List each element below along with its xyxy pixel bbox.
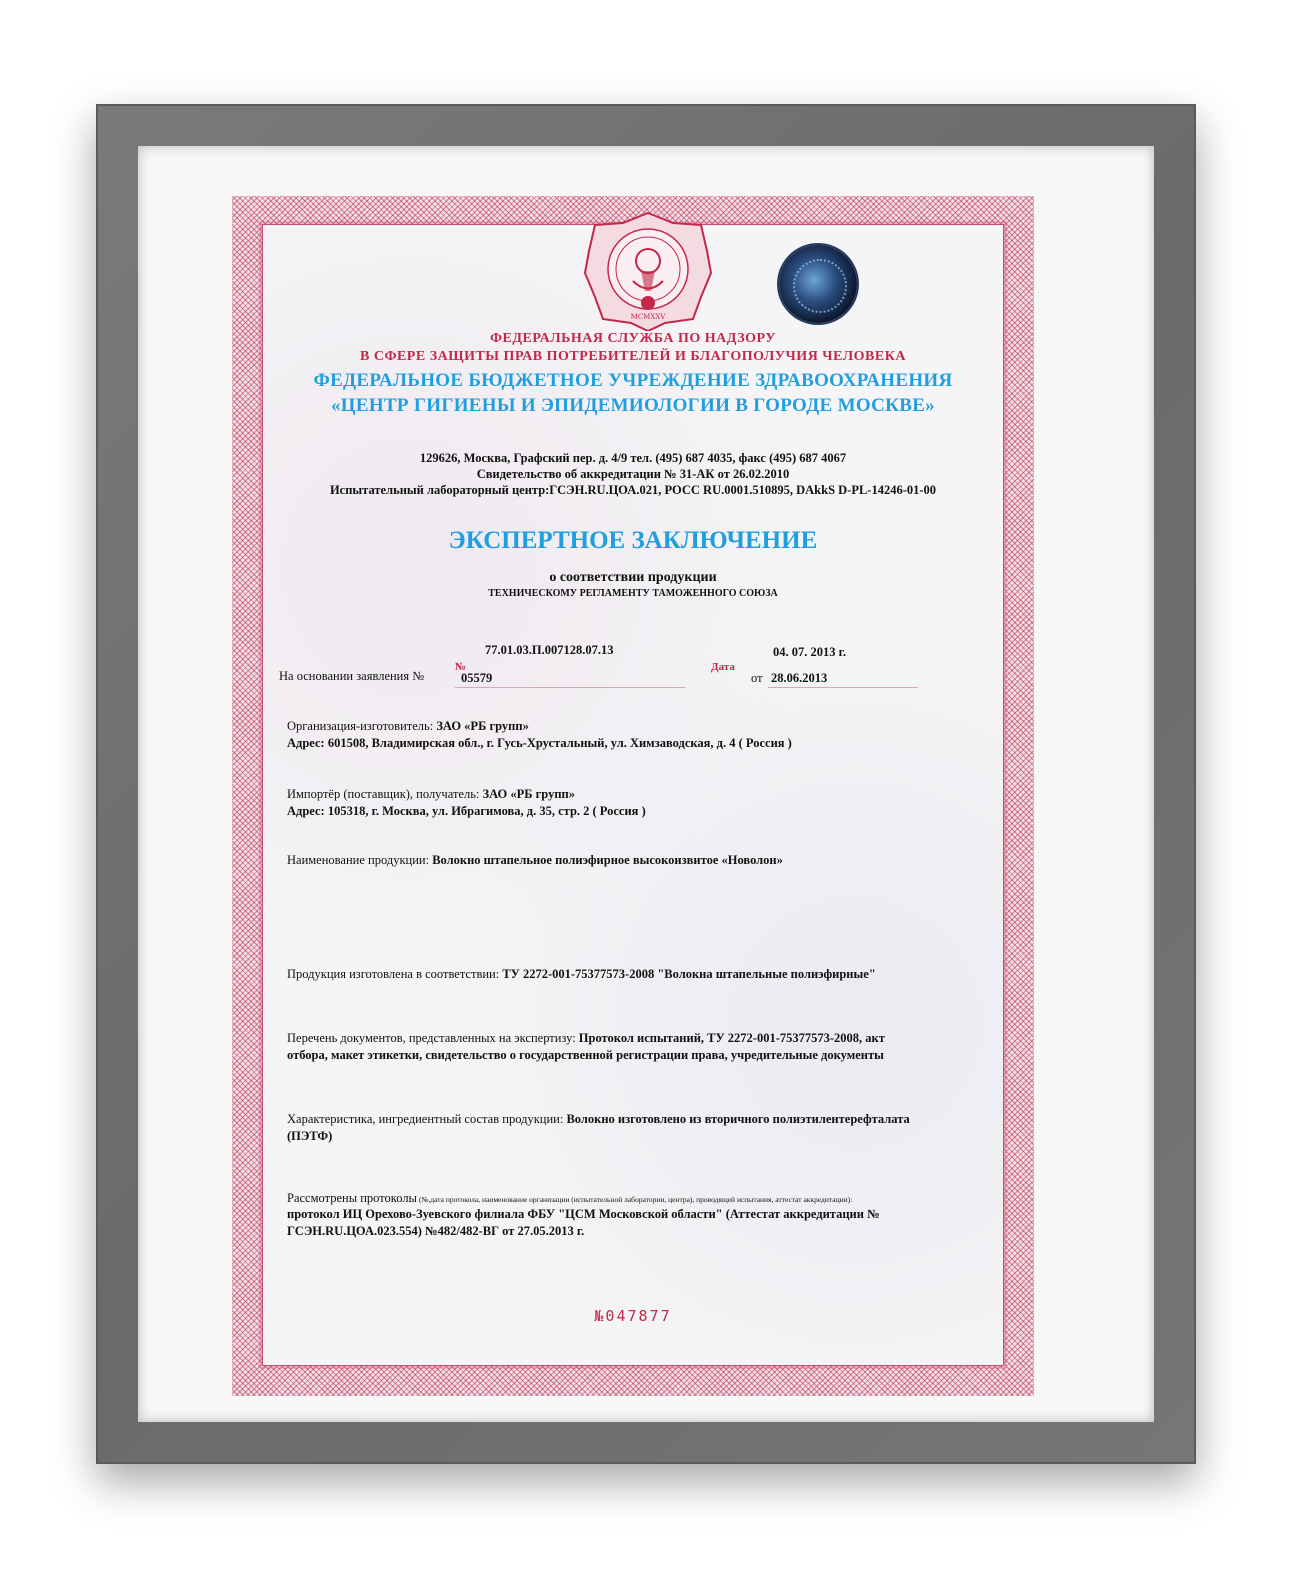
importer-address: Адрес: 105318, г. Москва, ул. Ибрагимова, д. 35, стр. 2 ( Россия ) bbox=[287, 804, 646, 818]
importer-row bbox=[287, 787, 575, 802]
protocols-value-line-1: протокол ИЦ Орехово-Зуевского филиала ФБУ "ЦСМ Московской области" (Аттестат аккредитации № bbox=[287, 1207, 880, 1221]
agency-line-2: В СФЕРЕ ЗАЩИТЫ ПРАВ ПОТРЕБИТЕЛЕЙ И БЛАГОПОЛУЧИЯ ЧЕЛОВЕКА bbox=[360, 349, 906, 364]
standard-value: ТУ 2272-001-75377573-2008 "Волокна штапельные полиэфирные" bbox=[502, 967, 876, 981]
document-date: 04. 07. 2013 г. bbox=[773, 645, 847, 659]
institution-line-1: ФЕДЕРАЛЬНОЕ БЮДЖЕТНОЕ УЧРЕЖДЕНИЕ ЗДРАВООХРАНЕНИЯ bbox=[313, 370, 953, 391]
institution-line-2: «ЦЕНТР ГИГИЕНЫ И ЭПИДЕМИОЛОГИИ В ГОРОДЕ МОСКВЕ» bbox=[331, 395, 935, 416]
application-number: 05579 bbox=[461, 671, 493, 685]
importer-label: Импортёр (поставщик), получатель: bbox=[287, 787, 483, 801]
composition-value-line-1: Волокно изготовлено из вторичного полиэтилентерефталата bbox=[566, 1112, 910, 1126]
importer-value: ЗАО «РБ групп» bbox=[482, 787, 575, 801]
application-date: 28.06.2013 bbox=[771, 671, 828, 685]
product-value: Волокно штапельное полиэфирное высокоизвитое «Новолон» bbox=[432, 853, 783, 867]
emblem-seal bbox=[583, 211, 713, 331]
product-row bbox=[287, 853, 783, 868]
protocols-row bbox=[287, 1191, 1047, 1206]
composition-label: Характеристика, ингредиентный состав продукции: bbox=[287, 1112, 567, 1126]
document-title: ЭКСПЕРТНОЕ ЗАКЛЮЧЕНИЕ bbox=[448, 527, 818, 554]
manufacturer-address: Адрес: 601508, Владимирская обл., г. Гусь-Хрустальный, ул. Химзаводская, д. 4 ( Россия ) bbox=[287, 736, 792, 750]
accreditation-line: Свидетельство об аккредитации № 31-АК от 26.02.2010 bbox=[476, 467, 790, 481]
hologram-sticker bbox=[779, 245, 857, 323]
manufacturer-label: Организация-изготовитель: bbox=[287, 719, 437, 733]
docs-row bbox=[287, 1031, 885, 1046]
protocols-label: Рассмотрены протоколы bbox=[287, 1191, 417, 1205]
basis-label: На основании заявления № bbox=[279, 669, 425, 683]
certificate-paper bbox=[232, 196, 1034, 1396]
certificate-inner bbox=[262, 224, 1004, 1366]
document-subtitle-2: ТЕХНИЧЕСКОМУ РЕГЛАМЕНТУ ТАМОЖЕННОГО СОЮЗА bbox=[488, 588, 778, 599]
emblem-year: MCMXXV bbox=[630, 313, 666, 321]
composition-row bbox=[287, 1112, 910, 1127]
address-line: 129626, Москва, Графский пер. д. 4/9 тел. (495) 687 4035, факс (495) 687 4067 bbox=[419, 451, 847, 465]
standard-label: Продукция изготовлена в соответствии: bbox=[287, 967, 503, 981]
underline-date bbox=[768, 687, 918, 688]
lab-line: Испытательный лабораторный центр:ГСЭН.RU.ЦОА.021, РОСС RU.0001.510895, DAkkS D-PL-14246-01-00 bbox=[329, 483, 937, 497]
from-label: от bbox=[751, 671, 763, 685]
standard-row bbox=[287, 967, 876, 982]
manufacturer-value: ЗАО «РБ групп» bbox=[436, 719, 529, 733]
serial-number: №047877 bbox=[594, 1307, 672, 1325]
docs-label: Перечень документов, представленных на экспертизу: bbox=[287, 1031, 579, 1045]
docs-value-line-1: Протокол испытаний, ТУ 2272-001-75377573-2008, акт bbox=[578, 1031, 885, 1045]
document-number: 77.01.03.П.007128.07.13 bbox=[485, 643, 614, 657]
document-subtitle-1: о соответствии продукции bbox=[549, 570, 717, 585]
frame-mat bbox=[138, 146, 1154, 1422]
docs-value-line-2: отбора, макет этикетки, свидетельство о государственной регистрации права, учредительные документы bbox=[287, 1048, 884, 1062]
protocols-hint: (№,дата протокола, наименование организации (испытательной лаборатории, центра), проводящей испытания, аттестат аккредитации): bbox=[416, 1195, 853, 1204]
protocols-value-line-2: ГСЭН.RU.ЦОА.023.554) №482/482-ВГ от 27.05.2013 г. bbox=[287, 1224, 585, 1238]
date-mark: Дата bbox=[711, 661, 735, 673]
composition-value-line-2: (ПЭТФ) bbox=[287, 1129, 333, 1143]
manufacturer-row bbox=[287, 719, 529, 734]
product-label: Наименование продукции: bbox=[287, 853, 433, 867]
picture-frame bbox=[96, 104, 1196, 1464]
underline-application bbox=[455, 687, 685, 688]
no-mark: № bbox=[455, 661, 467, 673]
agency-line-1: ФЕДЕРАЛЬНАЯ СЛУЖБА ПО НАДЗОРУ bbox=[489, 331, 776, 346]
